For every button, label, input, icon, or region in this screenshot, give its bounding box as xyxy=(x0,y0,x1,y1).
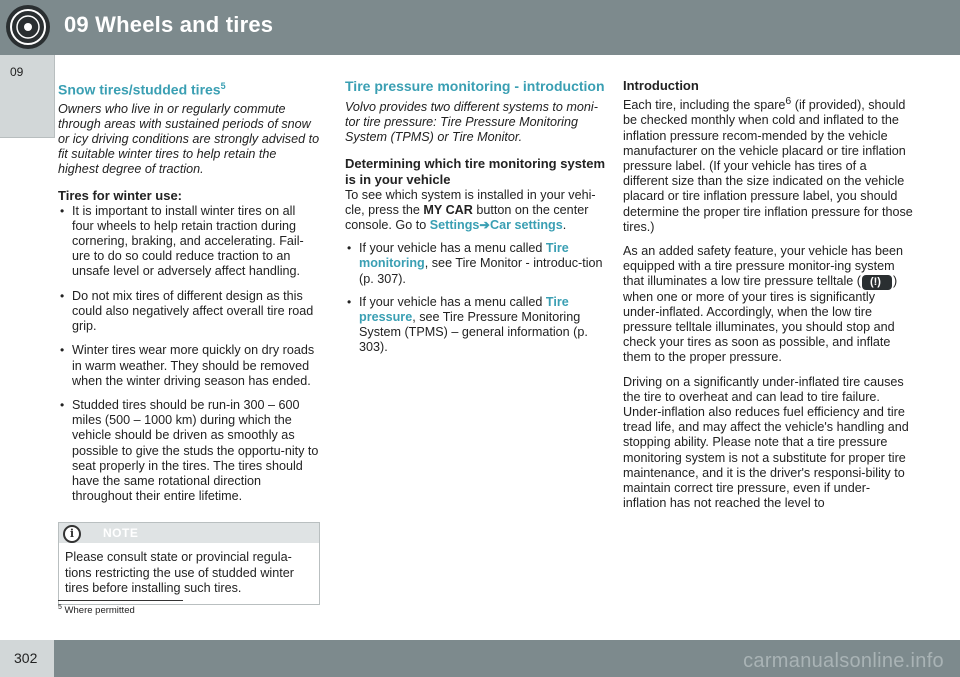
intro-text: Volvo provides two different systems to moni-tor tire pressure: Tire Pressure Monitoring System (TPMS) or Tire Monitor. xyxy=(345,100,598,145)
wheel-icon xyxy=(6,5,50,49)
list-item: • If your vehicle has a menu called Tire pressure, see Tire Pressure Monitoring System (TPMS) – general information (p. 303). xyxy=(345,295,607,356)
intro-text: Owners who live in or regularly commute through areas with sustained periods of snow or icy driving conditions are strongly advised to fit suitable winter tires to help retain the highest degree of traction. xyxy=(58,101,320,177)
chapter-tab xyxy=(0,55,55,138)
list-item: • If your vehicle has a menu called Tire monitoring, see Tire Monitor - introduc-tion (p. 307). xyxy=(345,241,607,287)
paragraph: To see which system is installed in your vehi-cle, press the MY CAR button on the center console. Go to Settings➔Car settings. xyxy=(345,187,596,233)
list-item: • It is important to install winter tires on all four wheels to help retain traction during cornering, braking, and accelerating. Fail-ure to do so could reduce traction to an unsafe level or adversely affect handling. xyxy=(58,204,320,280)
note-box xyxy=(58,522,320,605)
column-introduction xyxy=(623,78,913,511)
note-body: Please consult state or provincial regula-tions restricting the use of studded winter tires before installing such tires. xyxy=(65,550,294,595)
chapter-number: 09 xyxy=(10,65,24,79)
page-title: 09 Wheels and tires xyxy=(64,12,274,37)
paragraph: Each tire, including the spare$^6$ (if provided), should be checked monthly when cold and inflated to the inflation pressure recom-mended by the vehicle manufacturer on the vehicle placard or tire inflation pressure label. (If your vehicle has tires of a different size than the size indicated on the vehicle placard or tire inflation pressure label, you should determine the proper tire inflation pressure for those tires.) xyxy=(623,95,913,234)
winter-tire-list xyxy=(58,204,320,505)
note-title: NOTE xyxy=(103,526,139,541)
list-item: • Do not mix tires of different design as this could also negatively affect overall tire road grip. xyxy=(58,289,320,335)
note-header xyxy=(59,523,319,543)
paragraph: Driving on a significantly under-inflated tire causes the tire to overheat and can lead to tire failure. Under-inflation also reduces fuel efficiency and tire tread life, and may affect the vehicle's handling and stopping ability. Please note that a tire pressure monitoring system is not a substitute for proper tire maintenance, and it is the driver's responsi-bility to maintain correct tire pressure, even if under-inflation has not reached the level to xyxy=(623,374,909,511)
settings-link[interactable]: Settings➔Car settings xyxy=(429,218,563,233)
list-item: • Winter tires wear more quickly on dry roads in warm weather. They should be removed when the winter driving season has ended. xyxy=(58,343,320,389)
watermark: carmanualsonline.info xyxy=(743,650,944,672)
info-icon: i xyxy=(63,525,81,543)
subheading-winter-use: Tires for winter use: xyxy=(58,187,183,203)
column-tpms-intro xyxy=(345,78,607,356)
footnote-divider xyxy=(58,600,183,601)
system-list xyxy=(345,241,607,355)
subheading-determine-system: Determining which tire monitoring system is in your vehicle xyxy=(345,155,606,187)
section-heading-tpms: Tire pressure monitoring - introduction xyxy=(345,78,605,94)
tire-pressure-link[interactable]: Tire pressure xyxy=(359,294,569,325)
page-number-box xyxy=(0,640,54,677)
tire-monitoring-link[interactable]: Tire monitoring xyxy=(359,241,569,271)
section-heading-snow-tires: Snow tires/studded tires$^5$ xyxy=(58,81,226,98)
section-heading-introduction: Introduction xyxy=(623,78,699,93)
list-item: • Studded tires should be run-in 300 – 600 miles (500 – 1000 km) during which the vehicle should be driven as smoothly as possible to give the studs the opportu-nity to seat properly in the tires. The tires should have the same rotational direction throughout their entire lifetime. xyxy=(58,398,320,504)
page-number: 302 xyxy=(14,650,38,666)
column-snow-tires xyxy=(58,78,320,605)
footnote: $^5$ Where permitted xyxy=(58,604,135,617)
tire-pressure-telltale-icon: (!) xyxy=(862,275,892,290)
header-bar xyxy=(0,0,960,55)
paragraph: As an added safety feature, your vehicle has been equipped with a tire pressure monitor-ing system that illuminates a low tire pressure telltale ( (!) ) when one or more of your tires is significantly under-inflated. Accordingly, when the low tire pressure telltale illuminates, you should stop and check your tires as soon as possible, and inflate them to the proper pressure. xyxy=(623,244,904,365)
